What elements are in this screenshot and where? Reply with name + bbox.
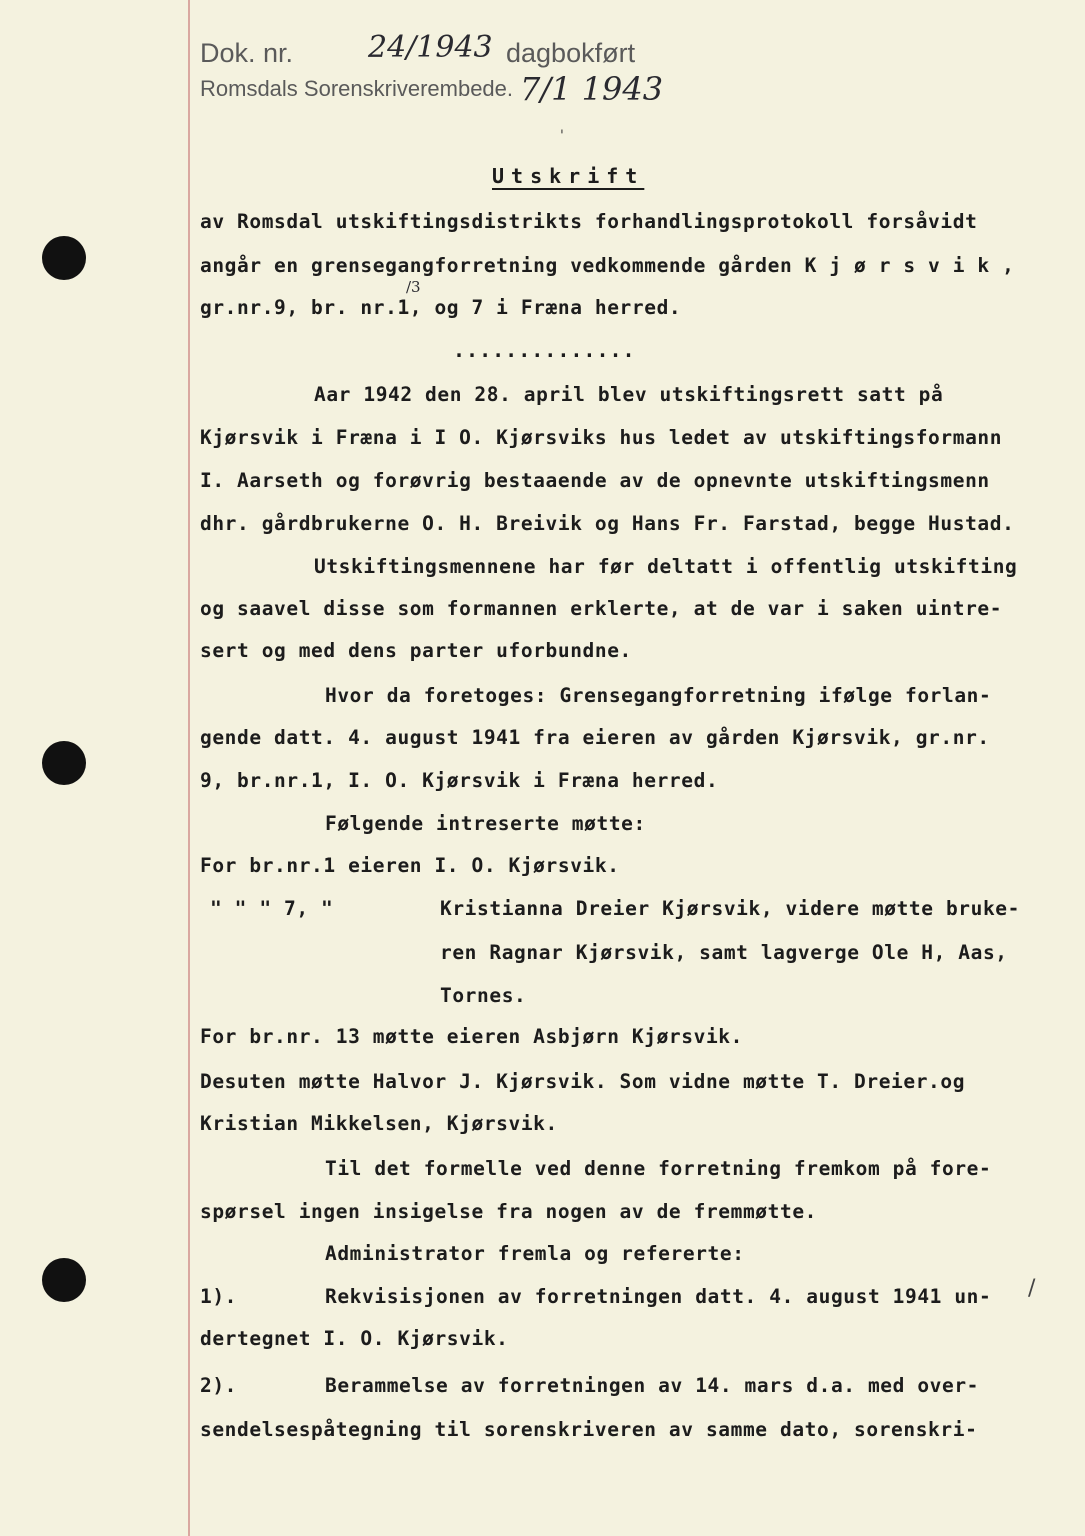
text-line: Følgende intreserte møtte: [325, 812, 646, 835]
stamp-office: Romsdals Sorenskriverembede. [200, 76, 514, 101]
text-line: sert og med dens parter uforbundne. [200, 639, 632, 662]
text-line: gende datt. 4. august 1941 fra eieren av gården Kjørsvik, gr.nr. [200, 726, 990, 749]
text-line: spørsel ingen insigelse fra nogen av de fremmøtte. [200, 1200, 817, 1223]
text-line: Berammelse av forretningen av 14. mars d.a. med over- [325, 1374, 980, 1397]
text-line: For br.nr. 13 møtte eieren Asbjørn Kjørsvik. [200, 1025, 743, 1048]
separator-dots: .............. [453, 338, 636, 362]
margin-line [188, 0, 190, 1536]
ditto-marks: " " " 7, " [210, 897, 334, 920]
text-line: Aar 1942 den 28. april blev utskiftingsrett satt på [314, 383, 944, 406]
text-line: Kjørsvik i Fræna i I O. Kjørsviks hus ledet av utskiftingsformann [200, 426, 1003, 449]
text-line: angår en grensegangforretning vedkommende gården K j ø r s v i k , [200, 254, 1015, 277]
punch-hole [42, 236, 86, 280]
text-line: Kristian Mikkelsen, Kjørsvik. [200, 1112, 558, 1135]
stamp-dagbokfort: dagbokført [506, 38, 636, 68]
handwritten-doc-number: 24/1943 [368, 30, 493, 65]
text-line: I. Aarseth og forøvrig bestaaende av de opnevnte utskiftingsmenn [200, 469, 990, 492]
text-line: Rekvisisjonen av forretningen datt. 4. august 1941 un- [325, 1285, 992, 1308]
handwritten-date: 7/1 1943 [520, 70, 664, 108]
punch-hole [42, 1258, 86, 1302]
list-number: 1). [200, 1285, 238, 1308]
text-line: gr.nr.9, br. nr.1, og 7 i Fræna herred. [200, 296, 682, 319]
text-line: 9, br.nr.1, I. O. Kjørsvik i Fræna herred. [200, 769, 719, 792]
text-line: dhr. gårdbrukerne O. H. Breivik og Hans Fr. Farstad, begge Hustad. [200, 512, 1015, 535]
text-line: ren Ragnar Kjørsvik, samt lagverge Ole H, Aas, [440, 941, 1008, 964]
text-line: Til det formelle ved denne forretning fremkom på fore- [325, 1157, 992, 1180]
text-line: Hvor da foretoges: Grensegangforretning ifølge forlan- [325, 684, 992, 707]
stamp-doc-nr: Dok. nr. [200, 38, 294, 68]
handwritten-fraction: /3 [406, 278, 421, 296]
text-line: og saavel disse som formannen erklerte, at de var i saken uintre- [200, 597, 1003, 620]
text-line: Utskiftingsmennene har før deltatt i offentlig utskifting [314, 555, 1018, 578]
text-line: dertegnet I. O. Kjørsvik. [200, 1327, 509, 1350]
text-line: av Romsdal utskiftingsdistrikts forhandlingsprotokoll forsåvidt [200, 210, 978, 233]
text-line: Tornes. [440, 984, 527, 1007]
text-line: For br.nr.1 eieren I. O. Kjørsvik. [200, 854, 620, 877]
document-title: Utskrift [492, 164, 645, 188]
text-line: sendelsespåtegning til sorenskriveren av samme dato, sorenskri- [200, 1418, 978, 1441]
handwritten-tick: ' [560, 128, 564, 144]
text-line: Desuten møtte Halvor J. Kjørsvik. Som vidne møtte T. Dreier.og [200, 1070, 966, 1093]
list-number: 2). [200, 1374, 238, 1397]
handwritten-check: / [1028, 1276, 1036, 1301]
text-line: Kristianna Dreier Kjørsvik, videre møtte bruke- [440, 897, 1020, 920]
punch-hole [42, 741, 86, 785]
text-line: Administrator fremla og refererte: [325, 1242, 745, 1265]
